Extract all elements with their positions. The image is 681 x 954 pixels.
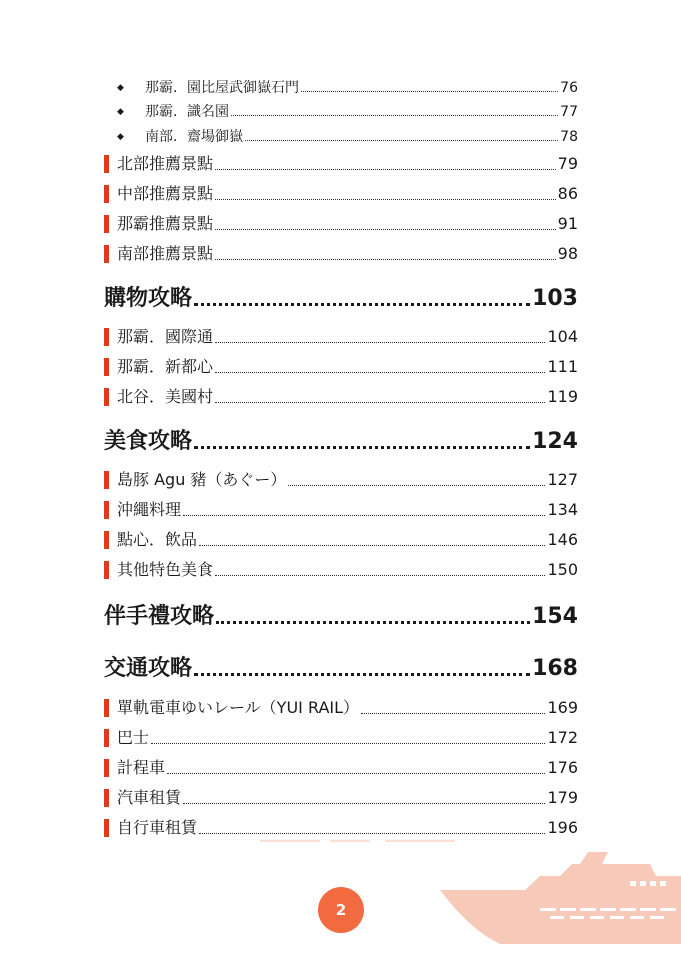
dot-leader [183,803,545,804]
toc-entry[interactable] [0,326,681,348]
toc-entry-page: 146 [547,530,578,549]
toc-entry[interactable] [0,243,681,265]
toc-entry-label: 南部推薦景點 [117,244,214,263]
toc-chapter-title: 伴手禮攻略 [104,604,215,629]
dot-leader [194,673,530,676]
toc-chapter[interactable] [0,427,681,457]
toc-entry-label: 那霸推薦景點 [117,214,214,233]
toc-entry[interactable] [0,817,681,839]
dot-leader [151,743,545,744]
toc-entry-label: 沖繩料理 [117,500,182,519]
toc-entry-label: 汽車租賃 [117,788,182,807]
dot-leader [215,199,556,200]
section-bar-icon [104,561,109,579]
toc-entry-label: 島豚 Agu 豬（あぐー） [117,470,287,489]
toc-entry[interactable] [0,356,681,378]
section-bar-icon [104,328,109,346]
toc-entry-label: 巴士 [117,728,150,747]
dot-leader [183,515,545,516]
toc-entry-page: 127 [547,470,578,489]
toc-entry-page: 104 [547,327,578,346]
toc-chapter[interactable] [0,602,681,632]
section-bar-icon [104,155,109,173]
dot-leader [167,773,545,774]
toc-entry-page: 78 [560,129,578,145]
toc-entry-label: 點心．飲品 [117,530,198,549]
section-bar-icon [104,819,109,837]
toc-entry-page: 172 [547,728,578,747]
section-bar-icon [104,531,109,549]
section-bar-icon [104,759,109,777]
toc-entry[interactable] [0,787,681,809]
toc-entry-label: 那霸．識名園 [145,104,229,120]
diamond-bullet-icon: ◆ [117,83,124,93]
toc-entry[interactable] [0,529,681,551]
dot-leader [215,575,545,576]
toc-entry-label: 計程車 [117,758,166,777]
section-bar-icon [104,789,109,807]
section-bar-icon [104,471,109,489]
toc-chapter[interactable] [0,284,681,314]
toc-entry[interactable] [0,78,681,98]
toc-entry-label: 其他特色美食 [117,560,214,579]
toc-entry-page: 91 [557,214,578,233]
dot-leader [215,169,556,170]
section-bar-icon [104,185,109,203]
dot-leader [216,621,530,624]
toc-entry-label: 南部．齋場御嶽 [145,129,243,145]
toc-entry[interactable] [0,153,681,175]
toc-entry[interactable] [0,127,681,147]
dot-leader [288,485,545,486]
toc-entry-label: 自行車租賃 [117,818,198,837]
toc-chapter-page: 103 [532,286,578,311]
toc-entry-page: 79 [557,154,578,173]
dot-leader [194,303,530,306]
dot-leader [194,446,530,449]
section-bar-icon [104,245,109,263]
toc-entry-page: 77 [560,104,578,120]
toc-entry-page: 98 [557,244,578,263]
toc-entry-label: 北部推薦景點 [117,154,214,173]
toc-entry-label: 那霸．新都心 [117,357,214,376]
dot-leader [215,402,545,403]
section-bar-icon [104,699,109,717]
toc-entry-page: 119 [547,387,578,406]
toc-entry[interactable] [0,183,681,205]
toc-entry-page: 179 [547,788,578,807]
decorative-stripe [330,840,370,842]
toc-entry[interactable] [0,213,681,235]
toc-entry[interactable] [0,757,681,779]
toc-entry-label: 中部推薦景點 [117,184,214,203]
toc-chapter[interactable] [0,654,681,684]
toc-entry-page: 111 [547,357,578,376]
toc-entry-page: 176 [547,758,578,777]
toc-chapter-page: 168 [532,656,578,681]
dot-leader [215,229,556,230]
toc-entry[interactable] [0,469,681,491]
dot-leader [301,91,558,92]
toc-entry-page: 169 [547,698,578,717]
toc-chapter-page: 124 [532,429,578,454]
diamond-bullet-icon: ◆ [117,132,124,142]
dot-leader [245,140,558,141]
dot-leader [215,372,545,373]
toc-entry-page: 86 [557,184,578,203]
dot-leader [231,115,558,116]
toc-entry[interactable] [0,727,681,749]
section-bar-icon [104,388,109,406]
section-bar-icon [104,215,109,233]
decorative-stripe [385,840,455,842]
section-bar-icon [104,501,109,519]
section-bar-icon [104,729,109,747]
toc-entry[interactable] [0,386,681,408]
toc-entry-page: 196 [547,818,578,837]
toc-entry-page: 150 [547,560,578,579]
toc-entry-label: 那霸．國際通 [117,327,214,346]
toc-entry-label: 那霸．園比屋武御嶽石門 [145,80,299,96]
toc-entry-page: 76 [560,80,578,96]
dot-leader [215,342,545,343]
cruise-ship-icon [430,850,681,954]
dot-leader [361,713,545,714]
toc-chapter-title: 交通攻略 [104,656,193,681]
dot-leader [199,545,545,546]
toc-entry-page: 134 [547,500,578,519]
toc-entry[interactable] [0,102,681,122]
toc-chapter-page: 154 [532,604,578,629]
toc-entry[interactable] [0,559,681,581]
section-bar-icon [104,358,109,376]
toc-chapter-title: 美食攻略 [104,429,193,454]
dot-leader [215,259,556,260]
page-number: 2 [335,901,347,919]
toc-entry[interactable] [0,499,681,521]
page-number-badge [318,887,364,933]
decorative-stripe [260,840,320,842]
toc-entry[interactable] [0,697,681,719]
dot-leader [199,833,545,834]
toc-entry-label: 北谷．美國村 [117,387,214,406]
toc-chapter-title: 購物攻略 [104,286,193,311]
toc-entry-label: 單軌電車ゆいレール（YUI RAIL） [117,698,360,717]
diamond-bullet-icon: ◆ [117,107,124,117]
